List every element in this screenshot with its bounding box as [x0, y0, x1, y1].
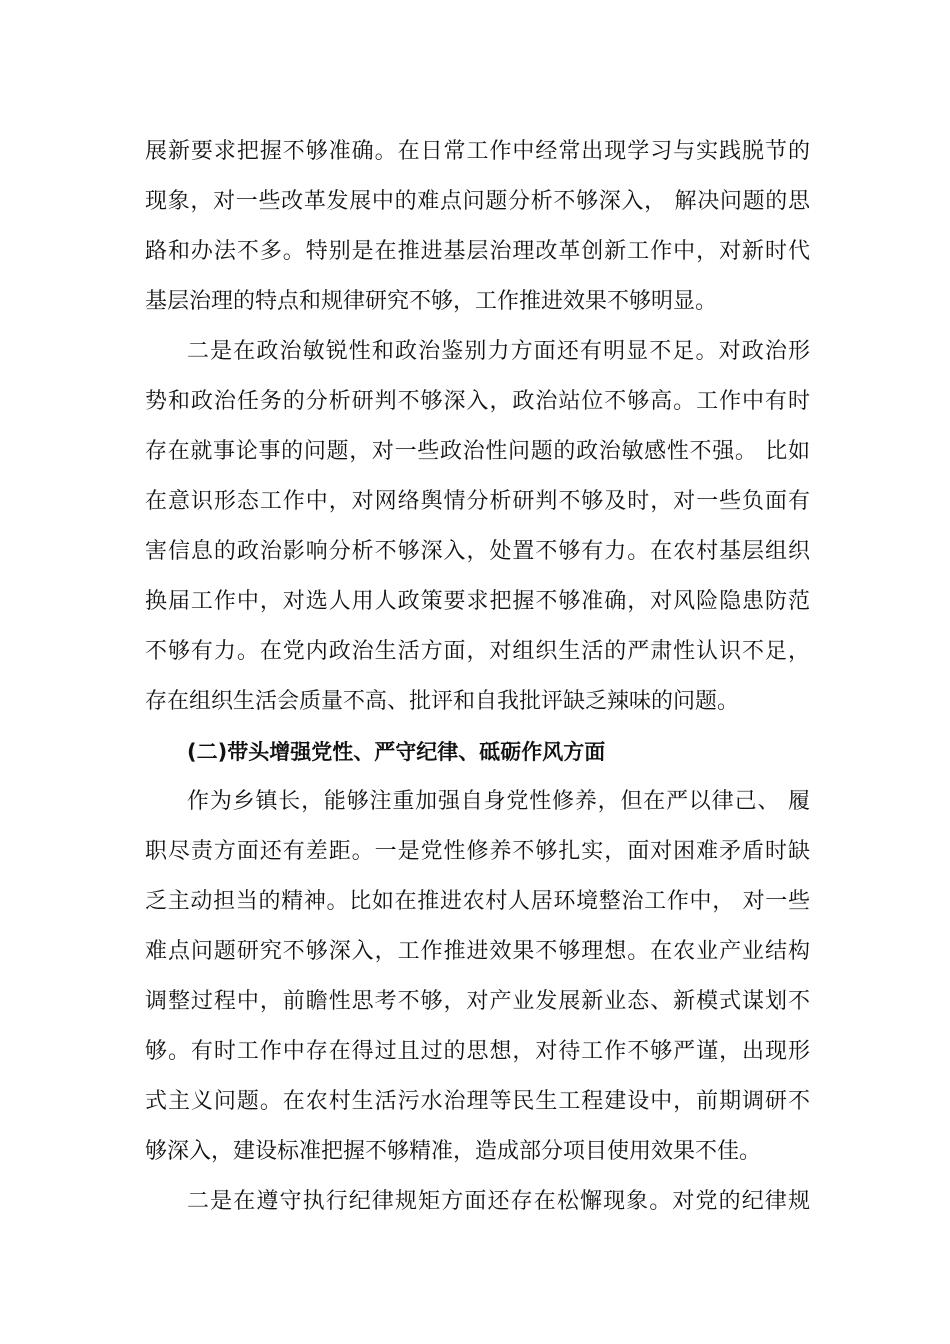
paragraph-line: 式主义问题。在农村生活污水治理等民生工程建设中，前期调研不	[145, 1089, 810, 1114]
paragraph-line: 存在组织生活会质量不高、批评和自我批评缺乏辣味的问题。	[145, 689, 740, 714]
paragraph-line: 够深入，建设标准把握不够精准，造成部分项目使用效果不佳。	[145, 1139, 762, 1164]
paragraph-line: 路和办法不多。特别是在推进基层治理改革创新工作中，对新时代	[145, 239, 810, 264]
paragraph-line: 换届工作中，对选人用人政策要求把握不够准确，对风险隐患防范	[145, 589, 810, 614]
paragraph-line: 难点问题研究不够深入，工作推进效果不够理想。在农业产业结构	[145, 939, 810, 964]
paragraph-line: 乏主动担当的精神。比如在推进农村人居环境整治工作中， 对一些	[145, 889, 810, 914]
paragraph-line: 不够有力。在党内政治生活方面，对组织生活的严肃性认识不足，	[145, 639, 810, 664]
paragraph-line: 职尽责方面还有差距。一是党性修养不够扎实，面对困难矛盾时缺	[145, 839, 810, 864]
paragraph-line: 存在就事论事的问题，对一些政治性问题的政治敏感性不强。 比如	[145, 439, 810, 464]
paragraph-line: 作为乡镇长，能够注重加强自身党性修养，但在严以律己、 履	[187, 789, 810, 814]
paragraph-line: 展新要求把握不够准确。在日常工作中经常出现学习与实践脱节的	[145, 139, 810, 164]
section-heading: (二)带头增强党性、严守纪律、砥砺作风方面	[187, 740, 606, 764]
paragraph-line: 基层治理的特点和规律研究不够，工作推进效果不够明显。	[145, 289, 718, 314]
paragraph-line: 二是在政治敏锐性和政治鉴别力方面还有明显不足。对政治形	[187, 339, 810, 364]
paragraph-line: 在意识形态工作中，对网络舆情分析研判不够及时，对一些负面有	[145, 489, 810, 514]
paragraph-line: 够。有时工作中存在得过且过的思想，对待工作不够严谨，出现形	[145, 1039, 810, 1064]
paragraph-line: 二是在遵守执行纪律规矩方面还存在松懈现象。对党的纪律规	[187, 1189, 810, 1214]
paragraph-line: 现象，对一些改革发展中的难点问题分析不够深入， 解决问题的思	[145, 189, 810, 214]
paragraph-line: 调整过程中，前瞻性思考不够，对产业发展新业态、新模式谋划不	[145, 989, 810, 1014]
paragraph-line: 势和政治任务的分析研判不够深入，政治站位不够高。工作中有时	[145, 389, 810, 414]
paragraph-line: 害信息的政治影响分析不够深入，处置不够有力。在农村基层组织	[145, 539, 810, 564]
